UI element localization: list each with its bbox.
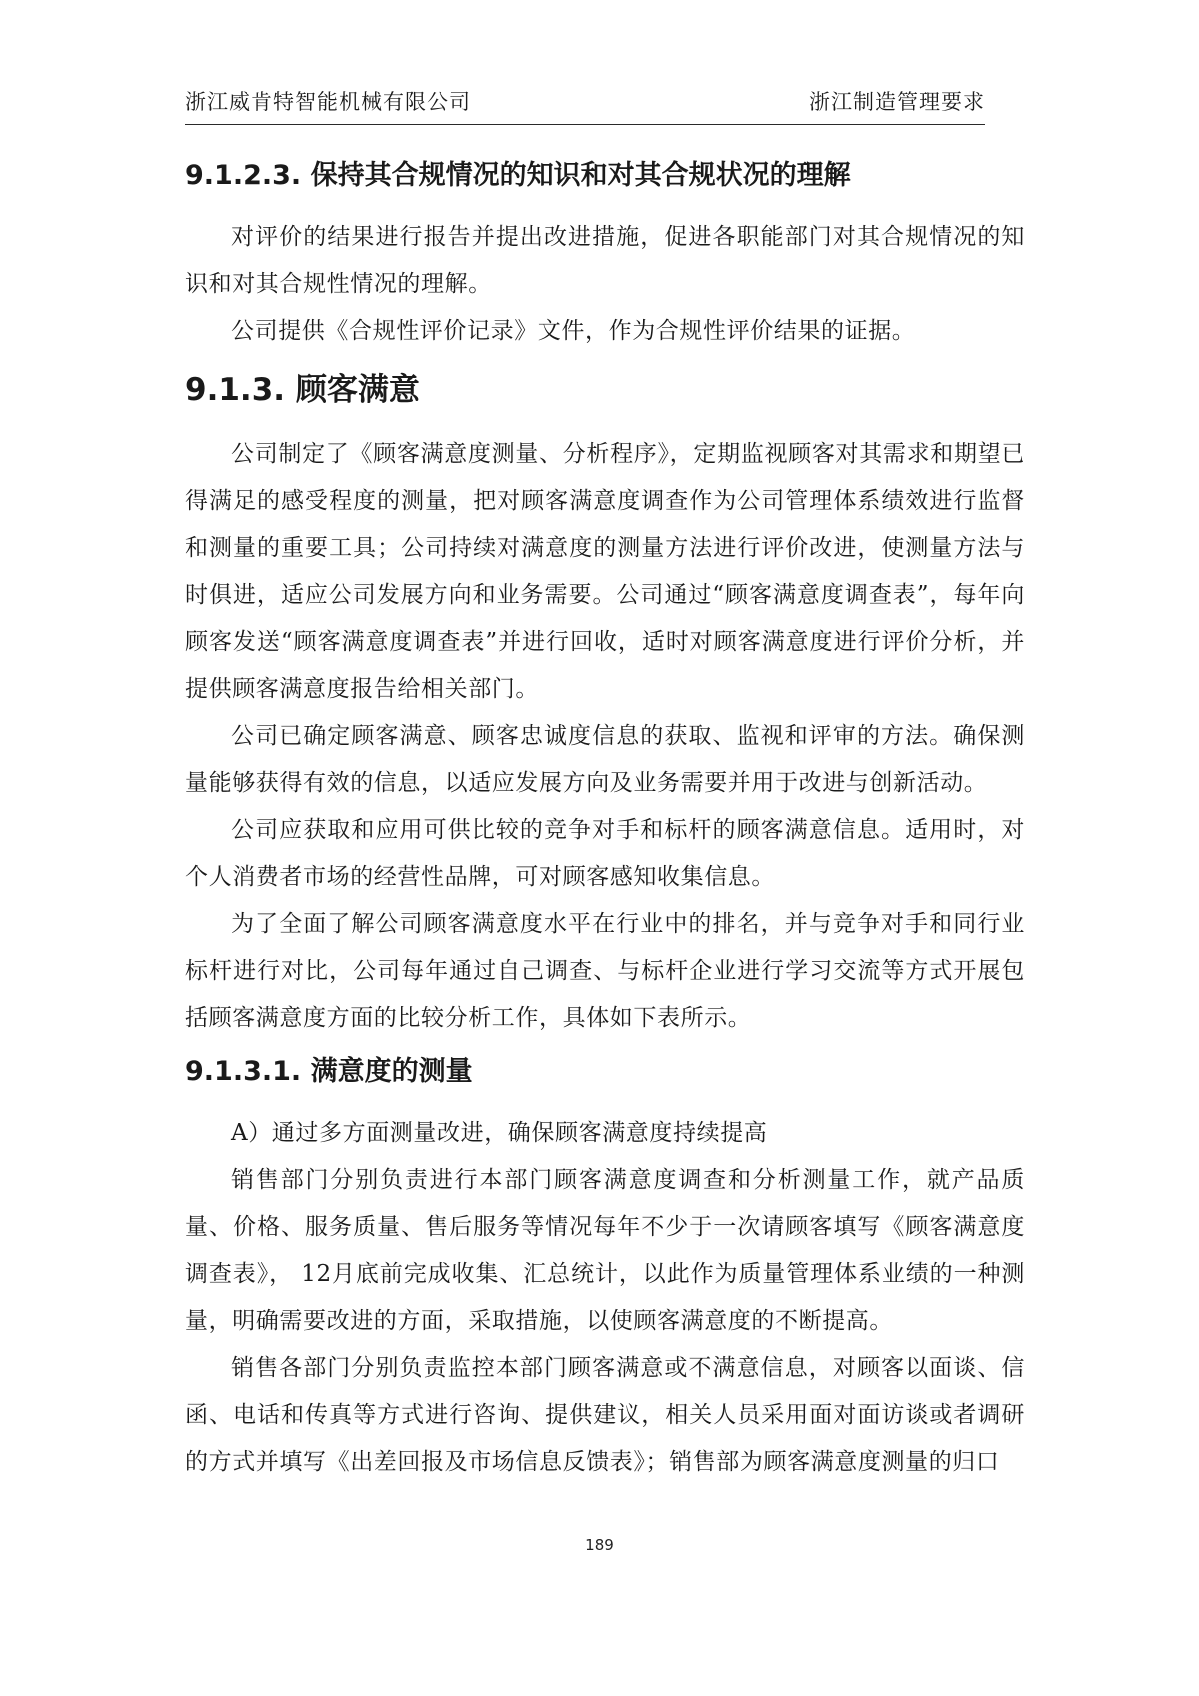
paragraph: 公司提供《合规性评价记录》文件，作为合规性评价结果的证据。 — [231, 318, 916, 344]
paragraph: 销售部门分别负责进行本部门顾客满意度调查和分析测量工作，就产品质量、价格、服务质量、售后服务等情况每年不少于一次请顾客填写《顾客满意度调查表》， 12月底前完成收集、汇总统计，以此作为质量管理体系业绩的一种测量，明确需要改进的方面，采取措施，以使顾客满意度的不断提高。 — [185, 1167, 1025, 1334]
header-company-name: 浙江威肯特智能机械有限公司 — [185, 90, 471, 114]
heading-9-1-2-3: 9.1.2.3. 保持其合规情况的知识和对其合规状况的理解 — [185, 160, 851, 191]
heading-9-1-3: 9.1.3. 顾客满意 — [185, 372, 420, 408]
list-item-a: A）通过多方面测量改进，确保顾客满意度持续提高 — [231, 1120, 768, 1146]
document-body — [185, 154, 1025, 1486]
paragraph: 对评价的结果进行报告并提出改进措施，促进各职能部门对其合规情况的知识和对其合规性情况的理解。 — [185, 224, 1025, 297]
header-divider — [185, 124, 985, 125]
page-header — [185, 86, 985, 116]
paragraph: 为了全面了解公司顾客满意度水平在行业中的排名，并与竞争对手和同行业标杆进行对比，公司每年通过自己调查、与标杆企业进行学习交流等方式开展包括顾客满意度方面的比较分析工作，具体如下表所示。 — [185, 911, 1025, 1031]
header-document-title: 浙江制造管理要求 — [809, 90, 985, 114]
paragraph: 销售各部门分别负责监控本部门顾客满意或不满意信息，对顾客以面谈、信函、电话和传真等方式进行咨询、提供建议，相关人员采用面对面访谈或者调研的方式并填写《出差回报及市场信息反馈表》；销售部为顾客满意度测量的归口 — [185, 1355, 1025, 1475]
page-number: 189 — [585, 1536, 614, 1554]
heading-9-1-3-1: 9.1.3.1. 满意度的测量 — [185, 1056, 473, 1087]
paragraph: 公司已确定顾客满意、顾客忠诚度信息的获取、监视和评审的方法。确保测量能够获得有效的信息，以适应发展方向及业务需要并用于改进与创新活动。 — [185, 723, 1025, 796]
paragraph: 公司制定了《顾客满意度测量、分析程序》，定期监视顾客对其需求和期望已得满足的感受程度的测量，把对顾客满意度调查作为公司管理体系绩效进行监督和测量的重要工具；公司持续对满意度的测量方法进行评价改进，使测量方法与时俱进，适应公司发展方向和业务需要。公司通过“顾客满意度调查表”，每年向顾客发送“顾客满意度调查表”并进行回收，适时对顾客满意度进行评价分析，并提供顾客满意度报告给相关部门。 — [185, 441, 1025, 702]
paragraph: 公司应获取和应用可供比较的竞争对手和标杆的顾客满意信息。适用时，对个人消费者市场的经营性品牌，可对顾客感知收集信息。 — [185, 817, 1025, 890]
